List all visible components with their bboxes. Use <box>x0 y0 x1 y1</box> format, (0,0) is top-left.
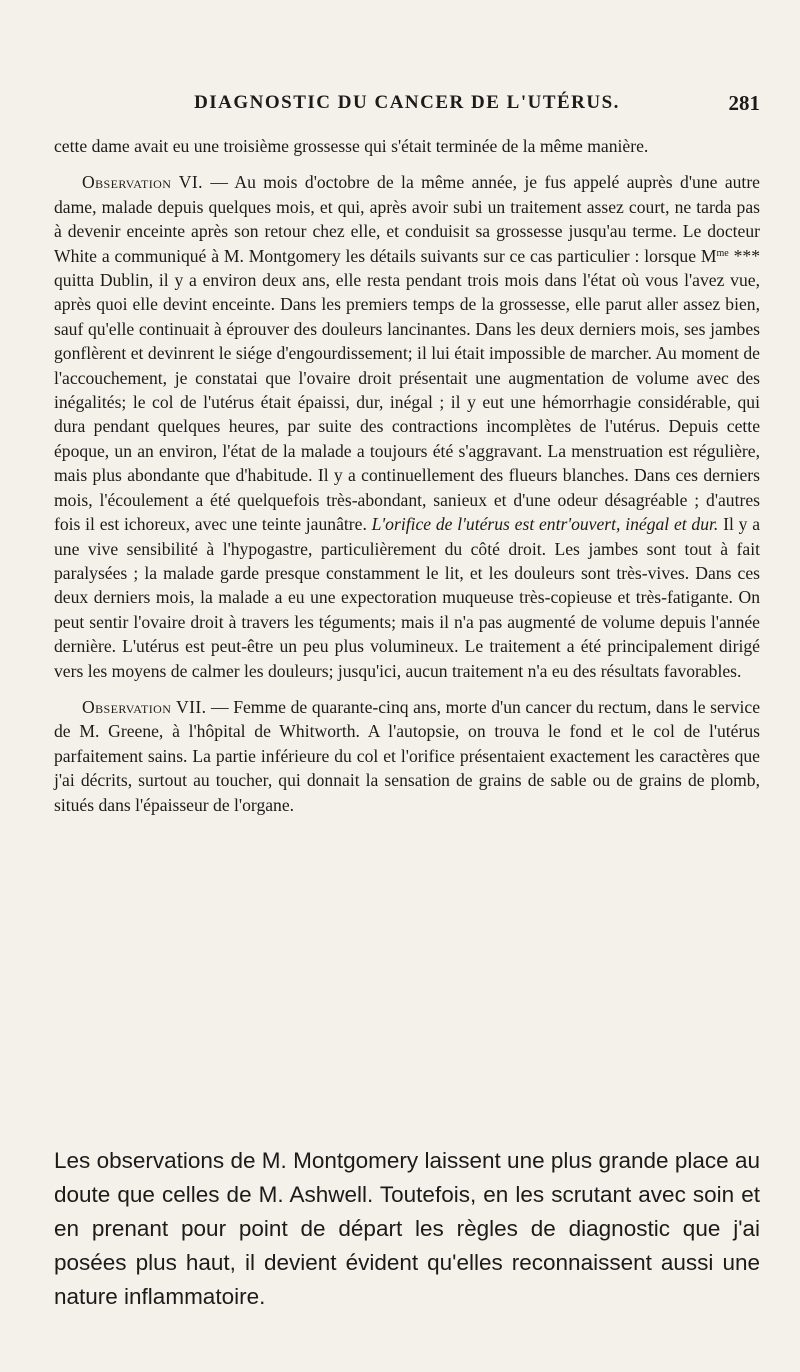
conclusion-paragraph: Les observations de M. Montgomery laissent une plus grande place au doute que celles de M. Ashwell. Toutefois, en les scrutant avec soin et en prenant pour point de départ les règles de diagnostic que j'ai posées plus haut, il devient évident qu'elles reconnaissent aussi une nature inflammatoire. <box>54 1148 760 1309</box>
observation-7-label: Observation VII. <box>82 696 207 717</box>
observation-7-text: — Femme de quarante-cinq ans, morte d'un cancer du rectum, dans le service de M. Greene, à l'hôpital de Whitworth. A l'autopsie, on trouva le fond et le col de l'utérus parfaitement sains. La partie inférieure du col et l'orifice présentaient exactement les caractères que j'ai décrits, surtout au toucher, qui donnait la sensation de grains de sable ou de grains de plomb, situés dans l'épaisseur de l'organe. <box>54 696 761 815</box>
observation-6-label: Observation VI. <box>82 172 203 193</box>
page-number: 281 <box>728 91 760 115</box>
observation-6-text-3: Il y a une vive sensibilité à l'hypogastre, particulièrement du côté droit. Les jambes sont tout à fait paralysées ; la malade garde presque constamment le lit, et les douleurs sont très-vives. Dans ces deux derniers mois, la malade a eu une expectoration muqueuse très-copieuse et très-fatigante. On peut sentir l'ovaire droit à travers les téguments; mais il n'a pas augmenté de volume depuis l'année dernière. L'utérus est peut-être un peu plus volumineux. Le traitement a été principalement dirigé vers les moyens de calmer les douleurs; jusqu'ici, aucun traitement n'a eu des résultats favorables. <box>54 514 761 681</box>
paragraph-continuation: cette dame avait eu une troisième grossesse qui s'était terminée de la même manière. <box>54 136 649 156</box>
observation-6-italic: L'orifice de l'utérus est entr'ouvert, inégal et dur. <box>371 514 719 535</box>
observation-6-text-2: *** quitta Dublin, il y a environ deux ans, elle resta pendant trois mois dans l'état où vous l'avez vue, après quoi elle devint enceinte. Dans les premiers temps de la grossesse, elle parut aller assez bien, sauf qu'elle continuait à éprouver des douleurs lancinantes. Dans les deux derniers mois, ses jambes gonflèrent et devinrent le siége d'engourdissement; il lui était impossible de marcher. Au moment de l'accouchement, je constatai que l'ovaire droit présentait une augmentation de volume avec des inégalités; le col de l'utérus était épaissi, dur, inégal ; il y eut une hémorrhagie considérable, qui dura pendant quelques heures, par suite des contractions incomplètes de l'utérus. Depuis cette époque, un an environ, l'état de la malade a toujours été s'aggravant. La menstruation est régulière, mais plus abondante que d'habitude. Il y a continuellement des flueurs blanches. Dans ces derniers mois, l'écoulement a été quelquefois très-abondant, sanieux et d'une odeur désagréable ; d'autres fois il est ichoreux, avec une teinte jaunâtre. <box>54 245 760 535</box>
observation-6-text-1: — Au mois d'octobre de la même année, je fus appelé auprès d'une autre dame, malade depuis quelques mois, et qui, après avoir subi un traitement assez court, ne tarda pas à devenir enceinte après son retour chez elle, et conduisit sa grossesse jusqu'au terme. Le docteur White a communiqué à M. Montgomery les détails suivants sur ce cas particulier : lorsque M <box>54 172 760 266</box>
running-header <box>54 92 760 118</box>
running-title: DIAGNOSTIC DU CANCER DE L'UTÉRUS. <box>194 92 620 113</box>
body-text <box>54 134 760 817</box>
observation-6-sup: me <box>716 247 729 259</box>
observation-6 <box>54 170 760 683</box>
observation-7 <box>54 695 760 817</box>
